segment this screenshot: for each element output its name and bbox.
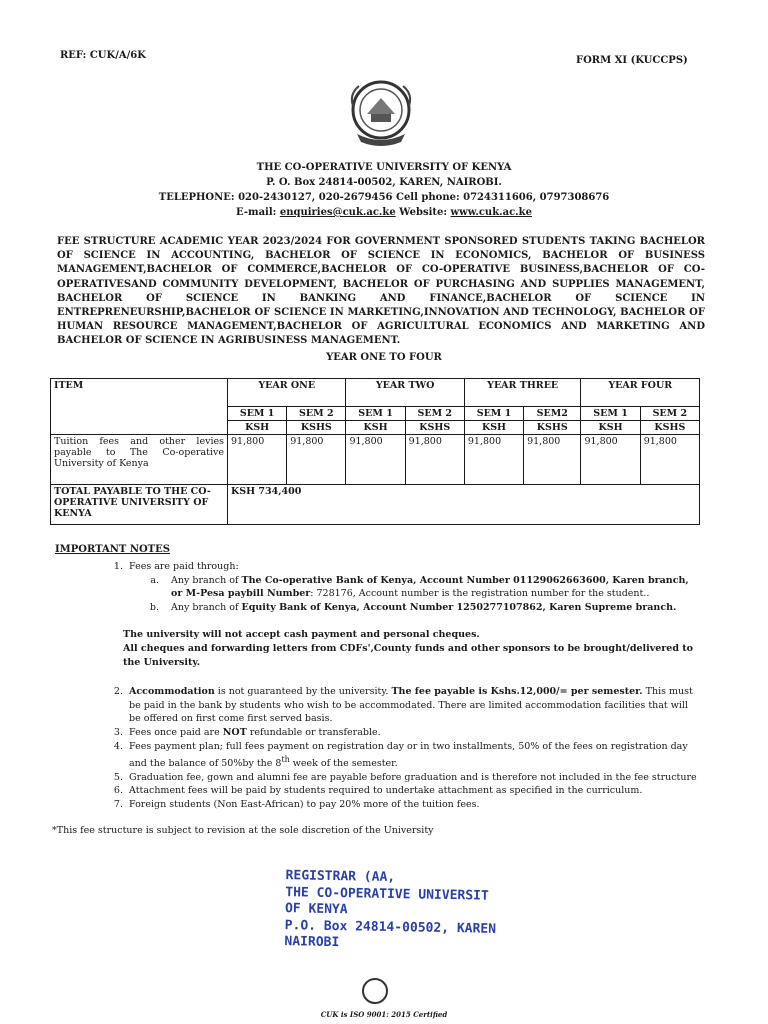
note-text: is not guaranteed by the university. — [214, 686, 392, 698]
note-text: Foreign students (Non East-African) to pay 20% more of the tuition fees. — [129, 799, 480, 811]
bank-details: Equity Bank of Kenya, Account Number 1250277107862, Karen Supreme branch. — [241, 601, 677, 613]
year-four-header: YEAR FOUR — [581, 379, 700, 407]
telephone-line: TELEPHONE: 020-2430127, 020-2679456 Cell phone: 0724311606, 0797308676 — [158, 192, 610, 203]
note-7: 7. Foreign students (Non East-African) to pay 20% more of the tuition fees. — [113, 799, 480, 811]
sem-header: SEM 1 — [346, 407, 405, 421]
postal-address: P. O. Box 24814-00502, KAREN, NAIROBI. — [266, 177, 502, 188]
note-1: 1. Fees are paid through: — [113, 561, 239, 572]
revision-footnote: *This fee structure is subject to revision at the sole discretion of the University — [52, 825, 434, 836]
stamp-line: THE CO-OPERATIVE UNIVERSIT — [285, 884, 489, 904]
sem-header: SEM 1 — [464, 407, 523, 421]
unit-header: KSH — [346, 421, 405, 435]
note-text: Any branch of — [171, 574, 242, 586]
university-crest-logo — [343, 76, 419, 152]
unit-header: KSH — [581, 421, 640, 435]
sem-header: SEM 1 — [581, 407, 640, 421]
sem-header: SEM 2 — [287, 407, 346, 421]
note-text: Fees once paid are — [129, 726, 223, 738]
note-text: week of the semester. — [289, 758, 398, 770]
registrar-stamp — [284, 868, 497, 954]
note-text: This must be paid in the bank by students who wish to be accommodated. There are limited accommodation facilities that will be offered on first come first served basis. — [129, 686, 693, 725]
note-text: Fees payment plan; full fees payment on registration day or in two installments, 50% of the fees on registration day and the balance of 50%by the 8 — [129, 740, 688, 770]
note-1b: b. Any branch of Equity Bank of Kenya, Account Number 1250277107862, Karen Supreme branch. — [149, 601, 677, 613]
note-3: 3. Fees once paid are NOT refundable or transferable. — [113, 726, 381, 738]
unit-header: KSHS — [524, 421, 581, 435]
tuition-value: 91,800 — [287, 435, 346, 485]
note-text: Any branch of — [171, 601, 242, 613]
unit-header: KSHS — [640, 421, 699, 435]
sem-header: SEM 1 — [228, 407, 287, 421]
accommodation-fee: The fee payable is Kshs.12,000/= per semester. — [391, 686, 643, 698]
note-bold: Accommodation — [129, 686, 215, 698]
tuition-value: 91,800 — [640, 435, 699, 485]
bank-details: The Co-operative Bank of Kenya, Account Number 01129062663600, Karen branch, or M-Pesa paybill Number — [171, 574, 689, 600]
year-two-header: YEAR TWO — [346, 379, 464, 407]
note-text: refundable or transferable. — [246, 726, 381, 738]
unit-header: KSH — [464, 421, 523, 435]
reference-number: REF: CUK/A/6K — [60, 50, 146, 61]
stamp-line: NAIROBI — [284, 934, 340, 951]
note-bold: NOT — [222, 726, 247, 738]
note-1a: a. Any branch of The Co-operative Bank of Kenya, Account Number 01129062663600, Karen branch, or M-Pesa paybill Number: 728176, Account number is the registration number for the student.. — [150, 574, 689, 600]
item-header: ITEM — [51, 379, 228, 435]
website-label: Website: — [395, 207, 451, 218]
sem-header: SEM2 — [524, 407, 581, 421]
note-text: Graduation fee, gown and alumni fee are payable before graduation and is therefore not included in the fee structure — [129, 771, 697, 783]
note-text: : 728176, Account number is the registration number for the student.. — [310, 588, 650, 600]
fee-table — [50, 378, 700, 525]
sem-header: SEM 2 — [640, 407, 699, 421]
note-5: 5. Graduation fee, gown and alumni fee are payable before graduation and is therefore not included in the fee structure — [113, 771, 697, 783]
year-one-header: YEAR ONE — [228, 379, 346, 407]
note-6: 6. Attachment fees will be paid by students required to undertake attachment as specified in the curriculum. — [113, 785, 643, 797]
unit-header: KSH — [228, 421, 287, 435]
note-text: Fees are paid through: — [129, 561, 239, 572]
note-4: 4. Fees payment plan; full fees payment on registration day or in two installments, 50% of the fees on registration day and the balance of 50%by the 8th week of the semester. — [113, 740, 688, 770]
tuition-value: 91,800 — [405, 435, 464, 485]
email-link[interactable]: enquiries@cuk.ac.ke — [279, 207, 396, 218]
university-name: THE CO-OPERATIVE UNIVERSITY OF KENYA — [256, 162, 512, 173]
stamp-line: OF KENYA — [284, 901, 348, 918]
tuition-value: 91,800 — [346, 435, 405, 485]
tuition-label: Tuition fees and other levies payable to The Co-operative University of Kenya — [51, 435, 228, 485]
note-2: 2. Accommodation is not guaranteed by the university. The fee payable is Kshs.12,000/= per semester. This must be paid in the bank by students who wish to be accommodated. There are limited accommodation facilities that will be offered on first come first served basis. — [113, 686, 693, 725]
form-number: FORM XI (KUCCPS) — [576, 55, 688, 66]
stamp-line: REGISTRAR (AA, — [285, 868, 396, 886]
tuition-value: 91,800 — [464, 435, 523, 485]
tuition-value: 91,800 — [581, 435, 640, 485]
total-label: TOTAL PAYABLE TO THE CO-OPERATIVE UNIVERSITY OF KENYA — [51, 485, 228, 525]
unit-header: KSHS — [287, 421, 346, 435]
sem-header: SEM 2 — [405, 407, 464, 421]
stamp-line: P.O. Box 24814-00502, KAREN — [284, 917, 497, 937]
note-superscript: th — [281, 755, 290, 765]
note-text: Attachment fees will be paid by students required to undertake attachment as specified in the curriculum. — [129, 785, 643, 797]
cheques-instruction: All cheques and forwarding letters from CDFs',County funds and other sponsors to be brought/delivered to the University. — [123, 642, 694, 668]
contact-line — [0, 205, 768, 220]
important-notes-title: IMPORTANT NOTES — [55, 544, 170, 555]
website-link[interactable]: www.cuk.ac.ke — [450, 207, 532, 218]
year-three-header: YEAR THREE — [464, 379, 581, 407]
important-notes — [90, 560, 700, 812]
unit-header: KSHS — [405, 421, 464, 435]
tuition-value: 91,800 — [524, 435, 581, 485]
total-value: KSH 734,400 — [228, 485, 700, 525]
iso-certification: CUK is ISO 9001: 2015 Certified — [320, 1010, 448, 1019]
fee-structure-intro: FEE STRUCTURE ACADEMIC YEAR 2023/2024 FOR GOVERNMENT SPONSORED STUDENTS TAKING BACHELOR OF SCIENCE IN ACCOUNTING, BACHELOR OF SCIENCE IN ECONOMICS, BACHELOR OF BUSINESS MANAGEMENT,BACHELOR OF COMMERCE,BACHELOR OF CO-OPERATIVE BUSINESS,BACHELOR OF CO-OPERATIVESAND COMMUNITY DEVELOPMENT, BACHELOR OF PURCHASING AND SUPPLIES MANAGEMENT, BACHELOR OF SCIENCE IN BANKING AND FINANCE,BACHELOR OF SCIENCE IN ENTREPRENEURSHIP,BACHELOR OF SCIENCE IN MARKETING,INNOVATION AND TECHNOLOGY, BACHELOR OF HUMAN RESOURCE MANAGEMENT,BACHELOR OF AGRICULTURAL ECONOMICS AND MARKETING AND BACHELOR OF SCIENCE IN AGRIBUSINESS MANAGEMENT. — [57, 236, 705, 347]
year-range-title: YEAR ONE TO FOUR — [326, 352, 442, 363]
tuition-value: 91,800 — [228, 435, 287, 485]
cash-payment-warning: The university will not accept cash payment and personal cheques. — [123, 629, 480, 641]
email-label: E-mail: — [236, 207, 280, 218]
letterhead — [0, 160, 768, 220]
iso-logo-icon — [362, 978, 388, 1004]
